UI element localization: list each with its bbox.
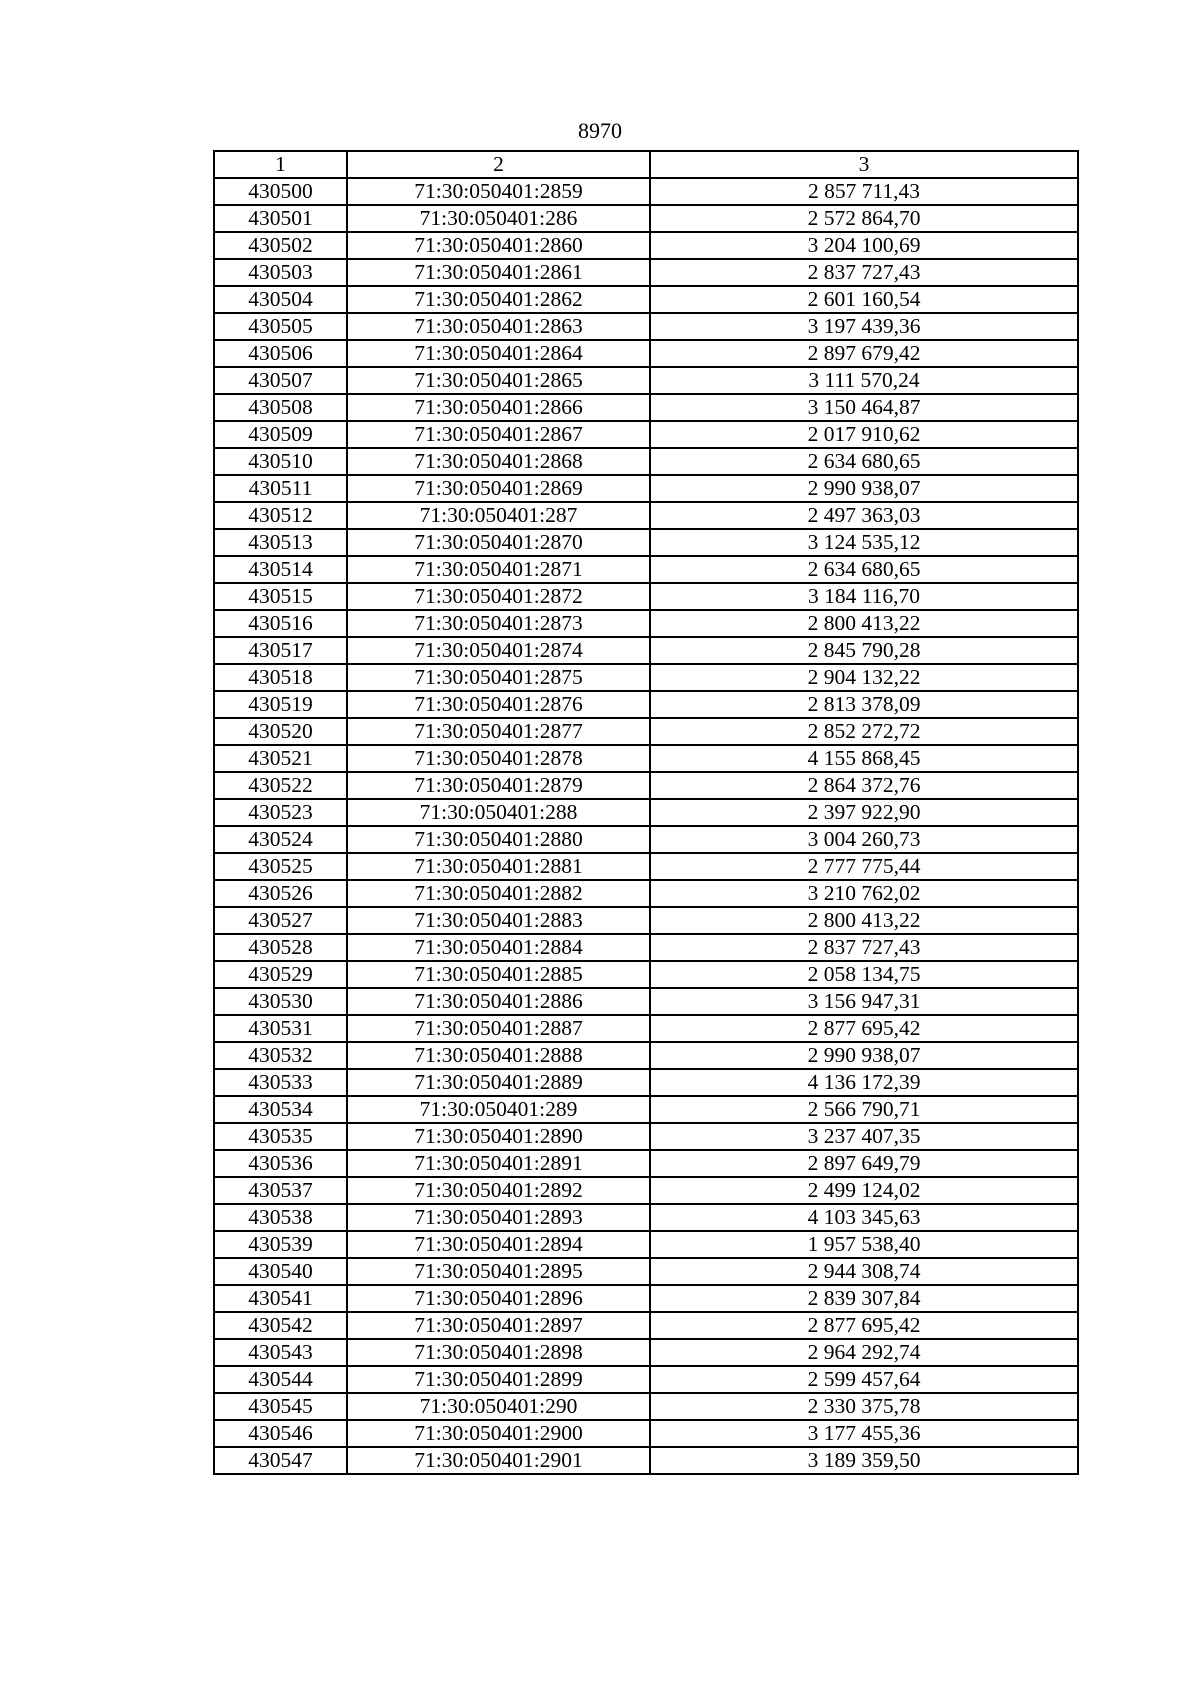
cadastral-number-cell: 71:30:050401:2878 xyxy=(347,745,650,772)
table-row xyxy=(214,691,1078,718)
table-row xyxy=(214,988,1078,1015)
table-row xyxy=(214,394,1078,421)
row-number-cell: 430527 xyxy=(214,907,347,934)
cadastral-value-cell: 2 497 363,03 xyxy=(650,502,1078,529)
table-row xyxy=(214,529,1078,556)
cadastral-value-cell: 2 897 649,79 xyxy=(650,1150,1078,1177)
table-row xyxy=(214,286,1078,313)
cadastral-number-cell: 71:30:050401:2867 xyxy=(347,421,650,448)
cadastral-value-cell: 3 177 455,36 xyxy=(650,1420,1078,1447)
table-row xyxy=(214,1339,1078,1366)
row-number-cell: 430525 xyxy=(214,853,347,880)
row-number-cell: 430515 xyxy=(214,583,347,610)
cadastral-number-cell: 71:30:050401:2872 xyxy=(347,583,650,610)
row-number-cell: 430531 xyxy=(214,1015,347,1042)
table-row xyxy=(214,367,1078,394)
row-number-cell: 430524 xyxy=(214,826,347,853)
cadastral-value-cell: 2 852 272,72 xyxy=(650,718,1078,745)
cadastral-number-cell: 71:30:050401:2879 xyxy=(347,772,650,799)
row-number-cell: 430540 xyxy=(214,1258,347,1285)
cadastral-value-cell: 2 877 695,42 xyxy=(650,1015,1078,1042)
cadastral-number-cell: 71:30:050401:290 xyxy=(347,1393,650,1420)
cadastral-number-cell: 71:30:050401:2882 xyxy=(347,880,650,907)
cadastral-number-cell: 71:30:050401:2883 xyxy=(347,907,650,934)
table-row xyxy=(214,772,1078,799)
cadastral-number-cell: 71:30:050401:2899 xyxy=(347,1366,650,1393)
row-number-cell: 430517 xyxy=(214,637,347,664)
cadastral-value-cell: 2 845 790,28 xyxy=(650,637,1078,664)
cadastral-number-cell: 71:30:050401:2871 xyxy=(347,556,650,583)
table-row xyxy=(214,1285,1078,1312)
row-number-cell: 430547 xyxy=(214,1447,347,1474)
row-number-cell: 430501 xyxy=(214,205,347,232)
table-row xyxy=(214,610,1078,637)
row-number-cell: 430537 xyxy=(214,1177,347,1204)
cadastral-value-cell: 4 103 345,63 xyxy=(650,1204,1078,1231)
cadastral-value-cell: 2 634 680,65 xyxy=(650,556,1078,583)
row-number-cell: 430542 xyxy=(214,1312,347,1339)
cadastral-value-cell: 2 990 938,07 xyxy=(650,475,1078,502)
row-number-cell: 430511 xyxy=(214,475,347,502)
cadastral-value-cell: 3 204 100,69 xyxy=(650,232,1078,259)
cadastral-value-cell: 2 017 910,62 xyxy=(650,421,1078,448)
row-number-cell: 430541 xyxy=(214,1285,347,1312)
table-row xyxy=(214,880,1078,907)
cadastral-value-cell: 2 601 160,54 xyxy=(650,286,1078,313)
cadastral-value-cell: 2 572 864,70 xyxy=(650,205,1078,232)
cadastral-value-cell: 4 155 868,45 xyxy=(650,745,1078,772)
table-row xyxy=(214,1366,1078,1393)
row-number-cell: 430510 xyxy=(214,448,347,475)
table-row xyxy=(214,934,1078,961)
cadastral-value-cell: 2 800 413,22 xyxy=(650,907,1078,934)
table-row xyxy=(214,340,1078,367)
row-number-cell: 430502 xyxy=(214,232,347,259)
cadastral-value-cell: 2 813 378,09 xyxy=(650,691,1078,718)
cadastral-value-cell: 2 599 457,64 xyxy=(650,1366,1078,1393)
table-row xyxy=(214,1231,1078,1258)
row-number-cell: 430518 xyxy=(214,664,347,691)
table-row xyxy=(214,1123,1078,1150)
cadastral-value-cell: 2 964 292,74 xyxy=(650,1339,1078,1366)
row-number-cell: 430529 xyxy=(214,961,347,988)
row-number-cell: 430509 xyxy=(214,421,347,448)
cadastral-number-cell: 71:30:050401:2865 xyxy=(347,367,650,394)
row-number-cell: 430519 xyxy=(214,691,347,718)
page-number: 8970 xyxy=(578,118,622,143)
cadastral-value-cell: 2 330 375,78 xyxy=(650,1393,1078,1420)
cadastral-value-cell: 2 839 307,84 xyxy=(650,1285,1078,1312)
row-number-cell: 430520 xyxy=(214,718,347,745)
cadastral-number-cell: 71:30:050401:2888 xyxy=(347,1042,650,1069)
cadastral-value-cell: 4 136 172,39 xyxy=(650,1069,1078,1096)
row-number-cell: 430504 xyxy=(214,286,347,313)
table-row xyxy=(214,745,1078,772)
cadastral-value-cell: 2 904 132,22 xyxy=(650,664,1078,691)
cadastral-number-cell: 71:30:050401:288 xyxy=(347,799,650,826)
cadastral-number-cell: 71:30:050401:289 xyxy=(347,1096,650,1123)
table-row xyxy=(214,1150,1078,1177)
cadastral-value-cell: 2 800 413,22 xyxy=(650,610,1078,637)
table-row xyxy=(214,1420,1078,1447)
row-number-cell: 430534 xyxy=(214,1096,347,1123)
table-row xyxy=(214,1447,1078,1474)
cadastral-value-cell: 3 111 570,24 xyxy=(650,367,1078,394)
cadastral-number-cell: 71:30:050401:2887 xyxy=(347,1015,650,1042)
cadastral-value-cell: 1 957 538,40 xyxy=(650,1231,1078,1258)
row-number-cell: 430545 xyxy=(214,1393,347,1420)
cadastral-number-cell: 71:30:050401:2862 xyxy=(347,286,650,313)
table-row xyxy=(214,1069,1078,1096)
cadastral-number-cell: 71:30:050401:2868 xyxy=(347,448,650,475)
row-number-cell: 430513 xyxy=(214,529,347,556)
cadastral-number-cell: 71:30:050401:2890 xyxy=(347,1123,650,1150)
cadastral-value-cell: 3 156 947,31 xyxy=(650,988,1078,1015)
table-row xyxy=(214,583,1078,610)
row-number-cell: 430521 xyxy=(214,745,347,772)
cadastral-number-cell: 71:30:050401:2896 xyxy=(347,1285,650,1312)
cadastral-number-cell: 71:30:050401:2869 xyxy=(347,475,650,502)
cadastral-value-cell: 2 634 680,65 xyxy=(650,448,1078,475)
row-number-cell: 430528 xyxy=(214,934,347,961)
cadastral-value-cell: 2 877 695,42 xyxy=(650,1312,1078,1339)
row-number-cell: 430508 xyxy=(214,394,347,421)
cadastral-number-cell: 71:30:050401:2885 xyxy=(347,961,650,988)
table-row xyxy=(214,1258,1078,1285)
cadastral-value-cell: 2 837 727,43 xyxy=(650,259,1078,286)
table-row xyxy=(214,502,1078,529)
cadastral-number-cell: 71:30:050401:2895 xyxy=(347,1258,650,1285)
cadastral-number-cell: 71:30:050401:2901 xyxy=(347,1447,650,1474)
cadastral-number-cell: 71:30:050401:287 xyxy=(347,502,650,529)
cadastral-value-cell: 2 837 727,43 xyxy=(650,934,1078,961)
table-row xyxy=(214,826,1078,853)
table-row xyxy=(214,232,1078,259)
table-row xyxy=(214,907,1078,934)
cadastral-number-cell: 71:30:050401:2894 xyxy=(347,1231,650,1258)
cadastral-value-cell: 3 197 439,36 xyxy=(650,313,1078,340)
row-number-cell: 430500 xyxy=(214,178,347,205)
row-number-cell: 430536 xyxy=(214,1150,347,1177)
cadastral-number-cell: 71:30:050401:2876 xyxy=(347,691,650,718)
cadastral-value-cell: 3 189 359,50 xyxy=(650,1447,1078,1474)
row-number-cell: 430535 xyxy=(214,1123,347,1150)
column-header-1: 1 xyxy=(214,151,347,178)
cadastral-number-cell: 71:30:050401:2866 xyxy=(347,394,650,421)
cadastral-number-cell: 71:30:050401:2859 xyxy=(347,178,650,205)
column-header-2: 2 xyxy=(347,151,650,178)
cadastral-value-cell: 2 944 308,74 xyxy=(650,1258,1078,1285)
cadastral-value-cell: 3 184 116,70 xyxy=(650,583,1078,610)
table-row xyxy=(214,556,1078,583)
cadastral-value-cell: 2 058 134,75 xyxy=(650,961,1078,988)
cadastral-value-cell: 2 777 775,44 xyxy=(650,853,1078,880)
table-row xyxy=(214,1177,1078,1204)
table-row xyxy=(214,664,1078,691)
table-row xyxy=(214,1096,1078,1123)
table-row xyxy=(214,853,1078,880)
row-number-cell: 430506 xyxy=(214,340,347,367)
cadastral-number-cell: 71:30:050401:2875 xyxy=(347,664,650,691)
header-row xyxy=(214,151,1078,178)
cadastral-value-cell: 2 857 711,43 xyxy=(650,178,1078,205)
row-number-cell: 430526 xyxy=(214,880,347,907)
cadastral-number-cell: 71:30:050401:2889 xyxy=(347,1069,650,1096)
cadastral-number-cell: 71:30:050401:2898 xyxy=(347,1339,650,1366)
table-row xyxy=(214,448,1078,475)
cadastral-value-table xyxy=(213,150,1079,1475)
cadastral-number-cell: 71:30:050401:2892 xyxy=(347,1177,650,1204)
table-row xyxy=(214,421,1078,448)
table-row xyxy=(214,205,1078,232)
table-row xyxy=(214,1312,1078,1339)
table-row xyxy=(214,1015,1078,1042)
cadastral-number-cell: 71:30:050401:2891 xyxy=(347,1150,650,1177)
cadastral-value-cell: 2 499 124,02 xyxy=(650,1177,1078,1204)
row-number-cell: 430530 xyxy=(214,988,347,1015)
cadastral-number-cell: 71:30:050401:2881 xyxy=(347,853,650,880)
table-header xyxy=(214,151,1078,178)
row-number-cell: 430543 xyxy=(214,1339,347,1366)
row-number-cell: 430523 xyxy=(214,799,347,826)
cadastral-number-cell: 71:30:050401:2861 xyxy=(347,259,650,286)
row-number-cell: 430533 xyxy=(214,1069,347,1096)
column-header-3: 3 xyxy=(650,151,1078,178)
cadastral-number-cell: 71:30:050401:2863 xyxy=(347,313,650,340)
table-row xyxy=(214,1204,1078,1231)
cadastral-value-cell: 2 566 790,71 xyxy=(650,1096,1078,1123)
table-row xyxy=(214,259,1078,286)
row-number-cell: 430544 xyxy=(214,1366,347,1393)
cadastral-number-cell: 71:30:050401:2886 xyxy=(347,988,650,1015)
cadastral-value-cell: 3 237 407,35 xyxy=(650,1123,1078,1150)
row-number-cell: 430514 xyxy=(214,556,347,583)
cadastral-value-cell: 3 150 464,87 xyxy=(650,394,1078,421)
table-row xyxy=(214,718,1078,745)
cadastral-number-cell: 71:30:050401:2880 xyxy=(347,826,650,853)
row-number-cell: 430522 xyxy=(214,772,347,799)
table-row xyxy=(214,637,1078,664)
cadastral-number-cell: 71:30:050401:2860 xyxy=(347,232,650,259)
row-number-cell: 430538 xyxy=(214,1204,347,1231)
cadastral-value-cell: 2 990 938,07 xyxy=(650,1042,1078,1069)
cadastral-number-cell: 71:30:050401:2884 xyxy=(347,934,650,961)
row-number-cell: 430516 xyxy=(214,610,347,637)
table-row xyxy=(214,178,1078,205)
table-row xyxy=(214,475,1078,502)
table-row xyxy=(214,313,1078,340)
table-row xyxy=(214,799,1078,826)
cadastral-value-cell: 3 124 535,12 xyxy=(650,529,1078,556)
cadastral-value-cell: 2 897 679,42 xyxy=(650,340,1078,367)
table-row xyxy=(214,961,1078,988)
row-number-cell: 430512 xyxy=(214,502,347,529)
cadastral-value-cell: 2 864 372,76 xyxy=(650,772,1078,799)
row-number-cell: 430532 xyxy=(214,1042,347,1069)
cadastral-number-cell: 71:30:050401:2877 xyxy=(347,718,650,745)
row-number-cell: 430505 xyxy=(214,313,347,340)
cadastral-number-cell: 71:30:050401:2864 xyxy=(347,340,650,367)
cadastral-number-cell: 71:30:050401:2893 xyxy=(347,1204,650,1231)
cadastral-number-cell: 71:30:050401:2900 xyxy=(347,1420,650,1447)
cadastral-number-cell: 71:30:050401:286 xyxy=(347,205,650,232)
table-body xyxy=(214,178,1078,1474)
cadastral-value-cell: 3 210 762,02 xyxy=(650,880,1078,907)
cadastral-number-cell: 71:30:050401:2874 xyxy=(347,637,650,664)
table-row xyxy=(214,1042,1078,1069)
row-number-cell: 430503 xyxy=(214,259,347,286)
row-number-cell: 430546 xyxy=(214,1420,347,1447)
cadastral-number-cell: 71:30:050401:2873 xyxy=(347,610,650,637)
cadastral-number-cell: 71:30:050401:2897 xyxy=(347,1312,650,1339)
table-row xyxy=(214,1393,1078,1420)
cadastral-value-cell: 2 397 922,90 xyxy=(650,799,1078,826)
cadastral-value-cell: 3 004 260,73 xyxy=(650,826,1078,853)
row-number-cell: 430539 xyxy=(214,1231,347,1258)
row-number-cell: 430507 xyxy=(214,367,347,394)
cadastral-number-cell: 71:30:050401:2870 xyxy=(347,529,650,556)
